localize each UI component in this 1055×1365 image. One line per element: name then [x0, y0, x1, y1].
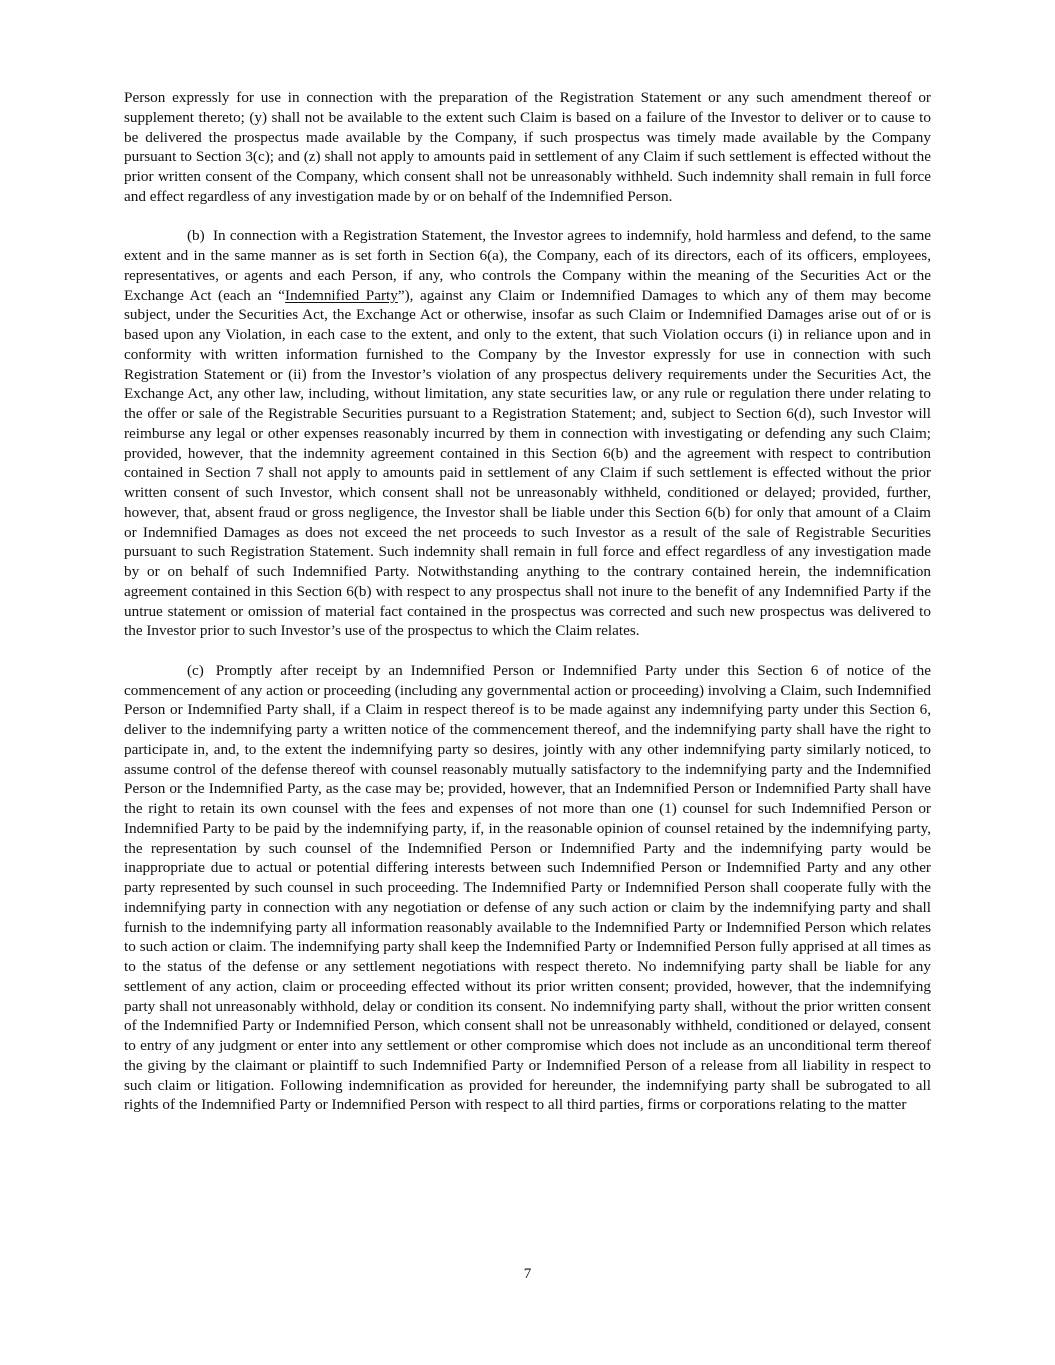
document-page: [124, 88, 931, 1115]
defined-term-indemnified-party: Indemnified Party: [285, 286, 398, 304]
page-number: 7: [523, 1265, 532, 1282]
section-6c-text: Promptly after receipt by an Indemnified Person or Indemnified Party under this Section 6 of notice of the commencement of any action or proceeding (including any governmental action or proceeding) involving a Claim, such Indemnified Person or Indemnified Party shall, if a Claim in respect thereof is to be made against any indemnifying party under this Section 6, deliver to the indemnifying party a written notice of the commencement thereof, and the indemnifying party shall have the right to participate in, and, to the extent the indemnifying party so desires, jointly with any other indemnifying party similarly noticed, to assume control of the defense thereof with counsel reasonably mutually satisfactory to the indemnifying party and the Indemnified Person or the Indemnified Party, as the case may be; provided, however, that an Indemnified Person or Indemnified Party shall have the right to retain its own counsel with the fees and expenses of not more than one (1) counsel for such Indemnified Person or Indemnified Party to be paid by the indemnifying party, if, in the reasonable opinion of counsel retained by the indemnifying party, the representation by such counsel of the Indemnified Person or Indemnified Party and the indemnifying party would be inappropriate due to actual or potential differing interests between such Indemnified Person or Indemnified Party and any other party represented by such counsel in such proceeding. The Indemnified Party or Indemnified Person shall cooperate fully with the indemnifying party in connection with any negotiation or defense of any such action or claim by the indemnifying party and shall furnish to the indemnifying party all information reasonably available to the Indemnified Party or Indemnified Person which relates to such action or claim. The indemnifying party shall keep the Indemnified Party or Indemnified Person fully apprised at all times as to the status of the defense or any settlement negotiations with respect thereto. No indemnifying party shall be liable for any settlement of any action, claim or proceeding effected without its prior written consent; provided, however, that the indemnifying party shall not unreasonably withhold, delay or condition its consent. No indemnifying party shall, without the prior written consent of the Indemnified Party or Indemnified Person, which consent shall not be unreasonably withheld, conditioned or delayed, consent to entry of any judgment or enter into any settlement or other compromise which does not include as an unconditional term thereof the giving by the claimant or plaintiff to such Indemnified Party or Indemnified Person of a release from all liability in respect to such claim or litigation. Following indemnification as provided for hereunder, the indemnifying party shall be subrogated to all rights of the Indemnified Party or Indemnified Person with respect to all third parties, firms or corporations relating to the matter: [124, 661, 931, 1114]
section-6b-paragraph: [124, 226, 931, 641]
section-6c-label: (c): [187, 661, 204, 679]
continued-paragraph: Person expressly for use in connection with the preparation of the Registration Statement or any such amendment thereof or supplement thereto; (y) shall not be available to the extent such Claim is based on a failure of the Investor to deliver or to cause to be delivered the prospectus made available by the Company, if such prospectus was timely made available by the Company pursuant to Section 3(c); and (z) shall not apply to amounts paid in settlement of any Claim if such settlement is effected without the prior written consent of the Company, which consent shall not be unreasonably withheld. Such indemnity shall remain in full force and effect regardless of any investigation made by or on behalf of the Indemnified Person.: [124, 89, 931, 205]
section-6b-label: (b): [187, 227, 205, 245]
section-6b-text-end: ”), against any Claim or Indemnified Damages to which any of them may become subject, under the Securities Act, the Exchange Act or otherwise, insofar as such Claim or Indemnified Damages arise out of or is based upon any Violation, in each case to the extent, and only to the extent, that such Violation occurs (i) in reliance upon and in conformity with written information furnished to the Company by the Investor expressly for use in connection with such Registration Statement or (ii) from the Investor’s violation of any prospectus delivery requirements under the Securities Act, the Exchange Act, any other law, including, without limitation, any state securities law, or any rule or regulation there under relating to the offer or sale of the Registrable Securities pursuant to a Registration Statement; and, subject to Section 6(d), such Investor will reimburse any legal or other expenses reasonably incurred by them in connection with investigating or defending any such Claim; provided, however, that the indemnity agreement contained in this Section 6(b) and the agreement with respect to contribution contained in Section 7 shall not apply to amounts paid in settlement of any Claim if such settlement is effected without the prior written consent of such Investor, which consent shall not be unreasonably withheld, conditioned or delayed; provided, further, however, that, absent fraud or gross negligence, the Investor shall be liable under this Section 6(b) for only that amount of a Claim or Indemnified Damages as does not exceed the net proceeds to such Investor as a result of the sale of Registrable Securities pursuant to such Registration Statement. Such indemnity shall remain in full force and effect regardless of any investigation made by or on behalf of such Indemnified Party. Notwithstanding anything to the contrary contained herein, the indemnification agreement contained in this Section 6(b) with respect to any prospectus shall not inure to the benefit of any Indemnified Party if the untrue statement or omission of material fact contained in the prospectus was corrected and such new prospectus was delivered to the Investor prior to such Investor’s use of the prospectus to which the Claim relates.: [124, 286, 931, 640]
section-6c-paragraph: [124, 661, 931, 1115]
section-6b-text-start: In connection with a Registration Statement, the Investor agrees to indemnify, hold harmless and defend, to the same extent and in the same manner as is set forth in Section 6(a), the Company, each of its directors, each of its officers, employees, representatives, or agents and each Person, if any, who controls the Company within the meaning of the Securities Act or the Exchange Act (each an “: [124, 227, 931, 304]
